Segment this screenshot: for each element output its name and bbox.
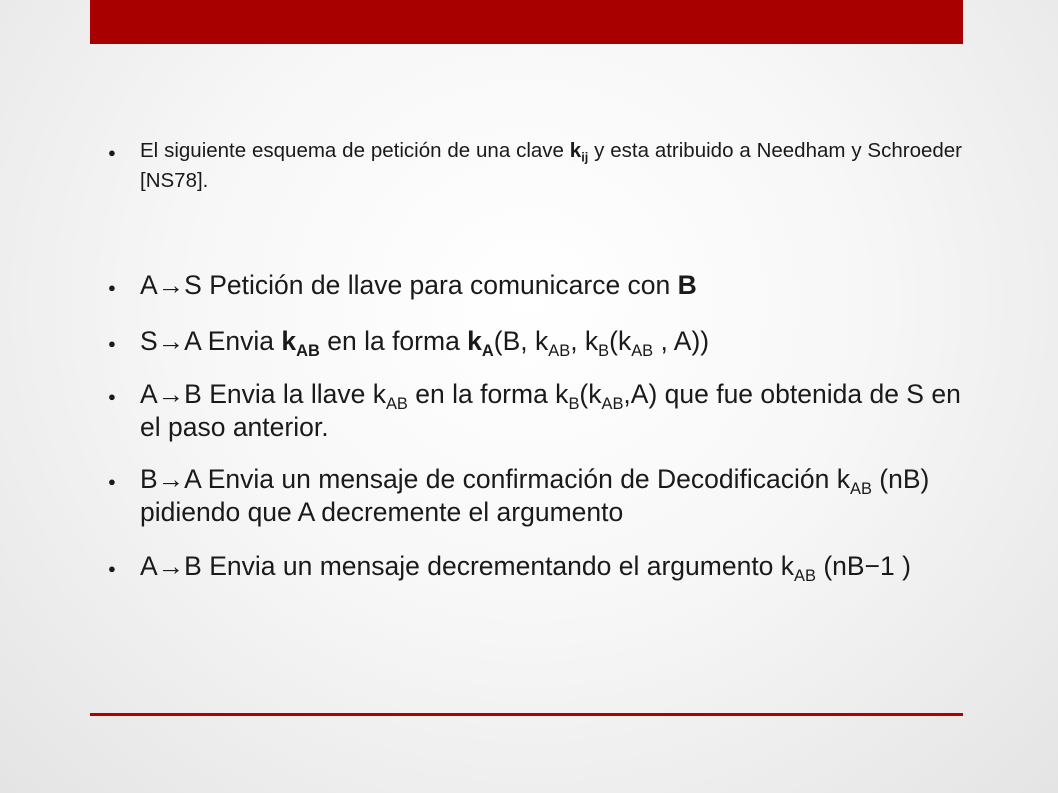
step-a-to-s xyxy=(108,269,962,302)
step-a-to-b-decrement xyxy=(108,550,962,583)
intro-bullet xyxy=(108,136,962,196)
step-s-to-a xyxy=(108,325,962,358)
step-text: B→A Envia un mensaje de confirmación de Decodificación $k_{AB}$ (nB) pidiendo que A decremente el argumento xyxy=(140,464,930,527)
step-b-to-a xyxy=(108,463,962,529)
bullet-icon: ● xyxy=(108,280,116,295)
bottom-divider xyxy=(90,713,963,716)
bullet-icon: ● xyxy=(108,474,116,489)
bullet-icon: ● xyxy=(108,336,116,351)
top-accent-bar xyxy=(90,0,963,44)
bullet-icon: ● xyxy=(108,145,116,160)
step-a-to-b-key xyxy=(108,378,962,444)
step-text: S→A Envia $k_{AB}$ en la forma $k_A(B$, $k_{AB}$, $k_B(k_{AB}$ , A)) xyxy=(140,326,710,360)
bullet-icon: ● xyxy=(108,561,116,576)
step-text: A→S Petición de llave para comunicarce con B xyxy=(140,270,697,300)
intro-text: El siguiente esquema de petición de una clave $k_{ij}$ y esta atribuido a Needham y Schroeder [NS78]. xyxy=(140,139,963,192)
step-text: A→B Envia la llave $k_{AB}$ en la forma $k_B(k_{AB},A)$ que fue obtenida de S en el paso anterior. xyxy=(140,379,961,442)
step-text: A→B Envia un mensaje decrementando el argumento $k_{AB}$ (nB−1 ) xyxy=(140,551,911,585)
bullet-icon: ● xyxy=(108,389,116,404)
